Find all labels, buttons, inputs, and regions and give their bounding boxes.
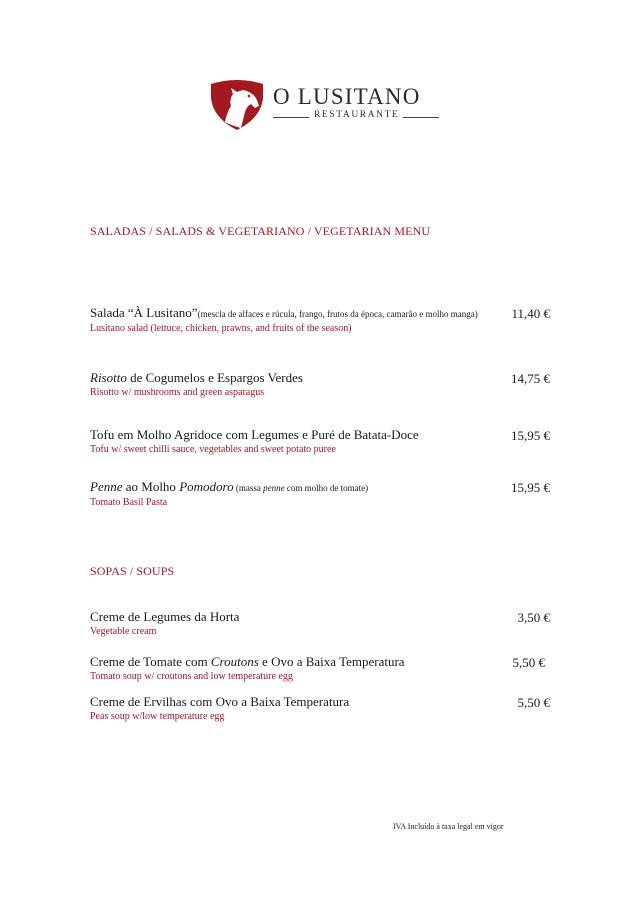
item-description-text: com molho de tomate)	[284, 483, 369, 493]
item-name-text: Creme de Tomate com	[90, 654, 211, 669]
item-price: 5,50 €	[512, 655, 545, 670]
item-name-italic: Croutons	[210, 654, 259, 669]
menu-item	[90, 428, 550, 456]
item-english: Risotto w/ mushrooms and green asparagus	[90, 387, 265, 398]
item-english: Peas soup w/low temperature egg	[90, 711, 225, 722]
item-english: Tofu w/ sweet chilli sauce, vegetables and sweet potato puree	[90, 444, 336, 455]
item-english: Vegetable cream	[90, 626, 157, 637]
item-name	[90, 655, 550, 669]
item-price: 5,50 €	[517, 695, 550, 710]
brand-name: O LUSITANO	[273, 84, 421, 109]
item-english: Tomato Basil Pasta	[90, 497, 168, 508]
menu-item	[90, 371, 550, 399]
divider-line	[273, 117, 309, 118]
item-name-text: ao Molho	[122, 479, 180, 494]
menu-item	[90, 480, 550, 509]
brand-subtitle-row	[273, 110, 443, 124]
item-english: Lusitano salad (lettuce, chicken, prawns, and fruits of the season)	[90, 323, 352, 334]
item-english: Tomato soup w/ croutons and low temperature egg	[90, 671, 293, 682]
item-name-italic: Pomodoro	[179, 479, 234, 494]
item-price: 15,95 €	[511, 428, 550, 443]
item-name	[90, 371, 550, 385]
item-price: 11,40 €	[511, 306, 550, 321]
section-title-soups: SOPAS / SOUPS	[90, 564, 175, 578]
item-name: Creme de Legumes da Horta	[90, 609, 240, 624]
item-description: (mescla de alfaces e rúcula, frango, frutos da época, camarão e molho manga)	[197, 309, 478, 319]
divider-line	[403, 117, 439, 118]
item-name: Creme de Ervilhas com Ovo a Baixa Temperatura	[90, 694, 350, 709]
item-price: 15,95 €	[511, 480, 550, 495]
item-price: 3,50 €	[517, 610, 550, 625]
section-title-salads: SALADAS / SALADS & VEGETARIANO / VEGETARIAN MENU	[90, 224, 431, 238]
menu-item	[90, 655, 550, 683]
item-description-italic: penne	[263, 483, 285, 493]
item-description-text: (massa	[233, 483, 264, 493]
menu-item	[90, 306, 550, 335]
item-name: Tofu em Molho Agridoce com Legumes e Puré de Batata-Doce	[90, 427, 419, 442]
horse-shield-icon	[207, 78, 267, 130]
item-name	[90, 306, 550, 321]
menu-item	[90, 695, 550, 723]
item-name-text: Salada “À Lusitano”	[90, 305, 198, 320]
menu-item	[90, 610, 550, 638]
item-name	[90, 480, 550, 495]
tax-footnote: IVA Incluído à taxa legal em vigor	[393, 822, 504, 831]
item-description	[234, 483, 368, 493]
item-price: 14,75 €	[511, 371, 550, 386]
item-name-text: de Cogumelos e Espargos Verdes	[126, 370, 303, 385]
brand-subtitle: RESTAURANTE	[314, 110, 400, 120]
item-name-text: e Ovo a Baixa Temperatura	[258, 654, 405, 669]
item-name-italic: Risotto	[90, 370, 127, 385]
restaurant-logo	[207, 78, 447, 132]
item-name-italic: Penne	[90, 479, 123, 494]
